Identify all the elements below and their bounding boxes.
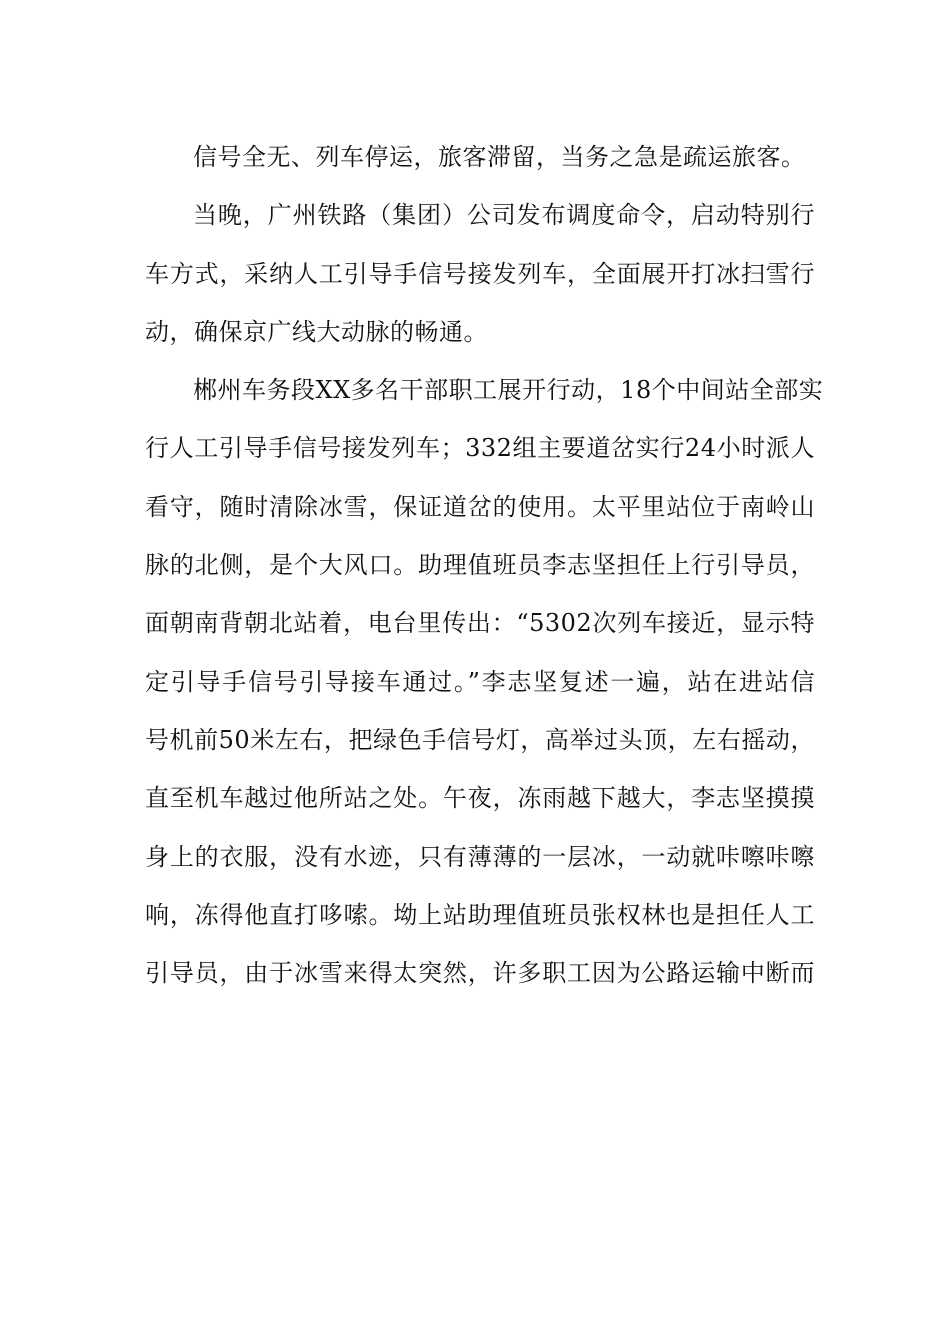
text-line: 动，确保京广线大动脉的畅通。 — [145, 317, 488, 346]
paragraph-start-line: 郴州车务段XX多名干部职工展开行动，18个中间站全部实 — [193, 376, 824, 405]
text-line: 面朝南背朝北站着，电台里传出：“5302次列车接近，显示特 — [145, 609, 815, 638]
text-line: 信号全无、列车停运，旅客滞留，当务之急是疏运旅客。 — [193, 143, 806, 171]
text-line: 车方式，采纳人工引导手信号接发列车，全面展开打冰扫雪行 — [145, 259, 815, 288]
text-line: 响，冻得他直打哆嗦。坳上站助理值班员张权林也是担任人工 — [145, 900, 815, 929]
text-line: 直至机车越过他所站之处。午夜，冻雨越下越大，李志坚摸摸 — [145, 784, 815, 813]
text-line: 引导员，由于冰雪来得太突然，许多职工因为公路运输中断而 — [145, 959, 815, 988]
body-text — [145, 128, 824, 1002]
text-line: 定引导手信号引导接车通过。”李志坚复述一遍，站在进站信 — [145, 667, 815, 696]
text-line: 看守，随时清除冰雪，保证道岔的使用。太平里站位于南岭山 — [145, 492, 815, 521]
text-line: 号机前50米左右，把绿色手信号灯，高举过头顶，左右摇动， — [145, 725, 815, 754]
text-line: 行人工引导手信号接发列车；332组主要道岔实行24小时派人 — [145, 434, 815, 463]
text-line: 脉的北侧，是个大风口。助理值班员李志坚担任上行引导员， — [145, 551, 815, 580]
text-line: 身上的衣服，没有水迹，只有薄薄的一层冰，一动就咔嚓咔嚓 — [145, 842, 815, 871]
paragraph-start-line: 当晚，广州铁路（集团）公司发布调度命令，启动特别行 — [193, 201, 815, 230]
